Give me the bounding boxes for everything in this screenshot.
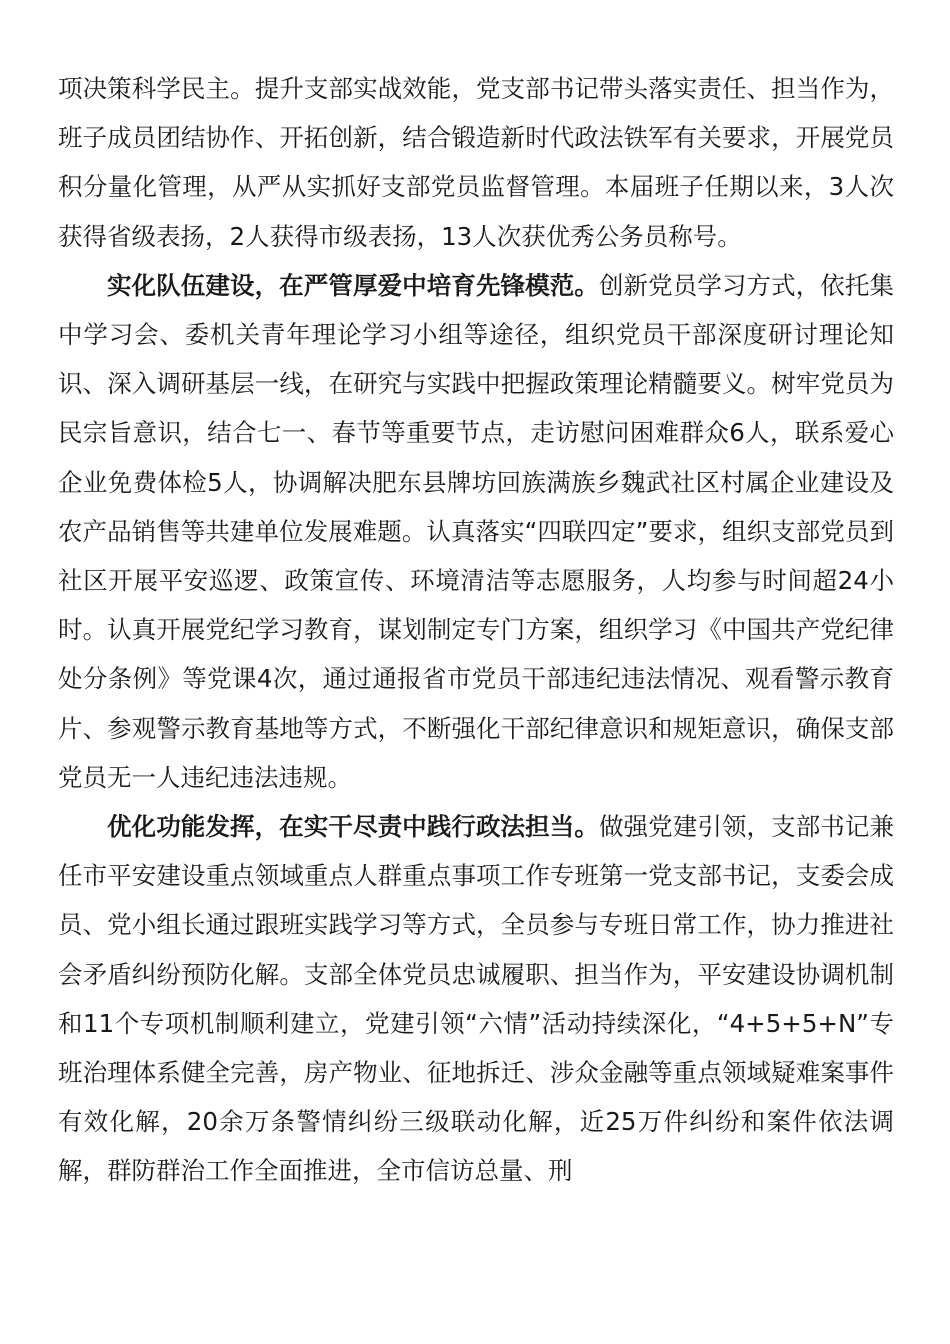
paragraph-3-text: 做强党建引领，支部书记兼任市平安建设重点领域重点人群重点事项工作专班第一党支部书记，支委会成员、党小组长通过跟班实践学习等方式，全员参与专班日常工作，协力推进社会矛盾纠纷预防化解。支部全体党员忠诚履职、担当作为，平安建设协调机制和11个专项机制顺利建立，党建引领“六情”活动持续深化，“4+5+5+N”专班治理体系健全完善，房产物业、征地拆迁、涉众金融等重点领域疑难案事件有效化解，20余万条警情纠纷三级联动化解，近25万件纠纷和案件依法调解，群防群治工作全面推进，全市信访总量、刑: [58, 812, 895, 1186]
paragraph-2-text: 创新党员学习方式，依托集中学习会、委机关青年理论学习小组等途径，组织党员干部深度研讨理论知识、深入调研基层一线，在研究与实践中把握政策理论精髓要义。树牢党员为民宗旨意识，结合七一、春节等重要节点，走访慰问困难群众6人，联系爱心企业免费体检5人，协调解决肥东县牌坊回族满族乡魏武社区村属企业建设及农产品销售等共建单位发展难题。认真落实“四联四定”要求，组织支部党员到社区开展平安巡逻、政策宣传、环境清洁等志愿服务，人均参与时间超24小时。认真开展党纪学习教育，谋划制定专门方案，组织学习《中国共产党纪律处分条例》等党课4次，通过通报省市党员干部违纪违法情况、观看警示教育片、参观警示教育基地等方式，不断强化干部纪律意识和规矩意识，确保支部党员无一人违纪违法违规。: [58, 270, 895, 792]
paragraph-3: [58, 802, 894, 1196]
document-page: [58, 64, 894, 1196]
paragraph-3-heading: 优化功能发挥，在实干尽责中践行政法担当。: [107, 812, 599, 842]
paragraph-2-heading: 实化队伍建设，在严管厚爱中培育先锋模范。: [107, 270, 599, 300]
paragraph-2: [58, 261, 894, 802]
paragraph-1: [58, 64, 894, 261]
paragraph-1-text: 项决策科学民主。提升支部实战效能，党支部书记带头落实责任、担当作为，班子成员团结协作、开拓创新，结合锻造新时代政法铁军有关要求，开展党员积分量化管理，从严从实抓好支部党员监督管理。本届班子任期以来，3人次获得省级表扬，2人获得市级表扬，13人次获优秀公务员称号。: [58, 74, 894, 251]
